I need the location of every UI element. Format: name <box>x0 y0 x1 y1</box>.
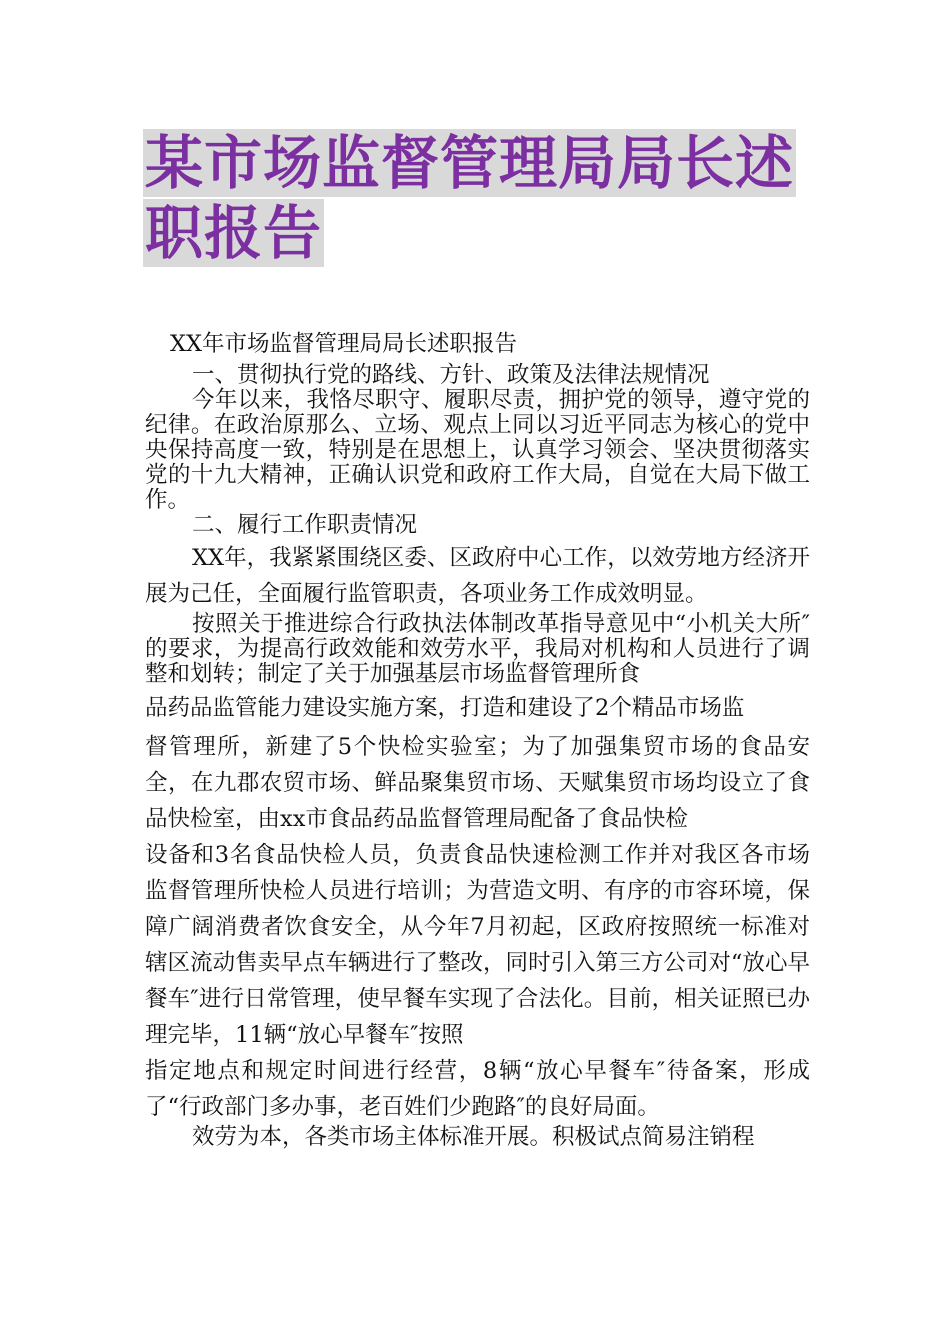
section-2-paragraph-2d: 设备和3名食品快检人员，负责食品快速检测工作并对我区各市场监督管理所快检人员进行培训；为营造文明、有序的市容环境，保障广阔消费者饮食安全，从今年7月初起，区政府按照统一标准对辖区流动售卖早点车辆进行了整改，同时引入第三方公司对“放心早餐车″进行日常管理，使早餐车实现了合法化。目前，相关证照已办理完毕，11辆“放心早餐车″按照 <box>145 842 810 1048</box>
section-2-paragraph-2a: 按照关于推进综合行政执法体制改革指导意见中“小机关大所″的要求，为提高行政效能和效劳水平，我局对机构和人员进行了调整和划转；制定了关于加强基层市场监督管理所食 <box>145 611 810 687</box>
section-2-paragraph-2c: 督管理所，新建了5个快检实验室；为了加强集贸市场的食品安全，在九郡农贸市场、鲜品聚集贸市场、天赋集贸市场均设立了食品快检室，由xx市食品药品监督管理局配备了食品快检 <box>145 734 810 832</box>
section-2-paragraph-2e: 指定地点和规定时间进行经营，8辆“放心早餐车″待备案，形成了“行政部门多办事，老百姓们少跑路″的良好局面。 <box>145 1058 810 1120</box>
section-2-paragraph-2b: 品药品监管能力建设实施方案，打造和建设了2个精品市场监 <box>145 695 745 721</box>
section-2-heading: 二、履行工作职责情况 <box>192 512 418 538</box>
document-body <box>145 332 810 1150</box>
document-title <box>143 128 813 268</box>
title-line-2: 职报告 <box>145 199 323 267</box>
title-line-1: 某市场监督管理局局长述 <box>145 129 795 197</box>
report-subtitle: XX年市场监督管理局局长述职报告 <box>170 331 518 357</box>
section-1-heading: 一、贯彻执行党的路线、方针、政策及法律法规情况 <box>192 362 710 388</box>
section-1-paragraph: 今年以来，我恪尽职守、履职尽责，拥护党的领导，遵守党的纪律。在政治原那么、立场、观点上同以习近平同志为核心的党中央保持高度一致，特别是在思想上，认真学习领会、坚决贯彻落实党的十九大精神，正确认识党和政府工作大局，自觉在大局下做工作。 <box>145 387 810 513</box>
section-2-paragraph-1: XX年，我紧紧围绕区委、区政府中心工作，以效劳地方经济开展为己任，全面履行监管职责，各项业务工作成效明显。 <box>145 545 810 607</box>
section-2-paragraph-3: 效劳为本，各类市场主体标准开展。积极试点简易注销程 <box>192 1124 755 1150</box>
